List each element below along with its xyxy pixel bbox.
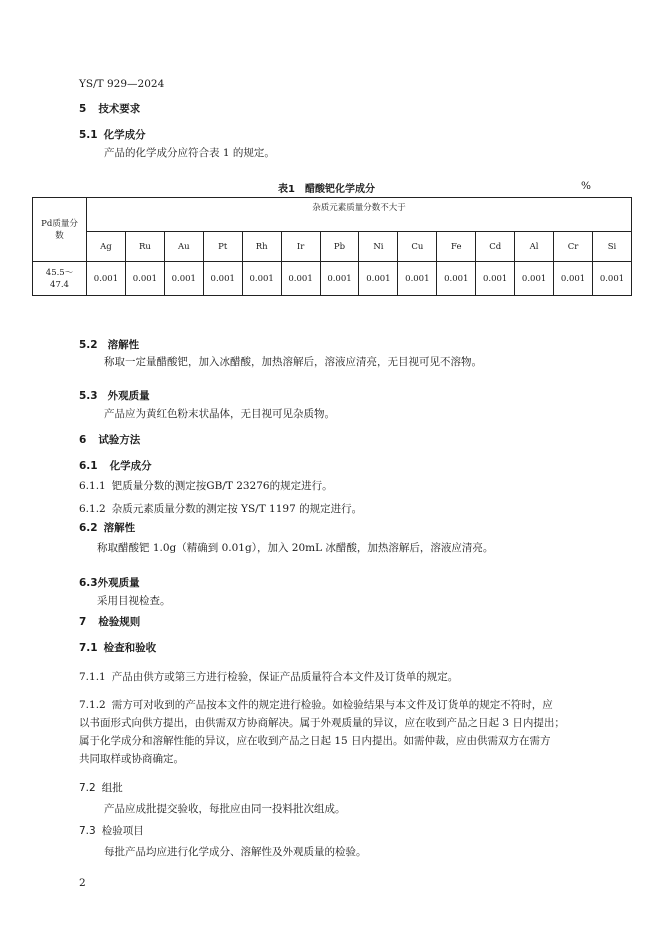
section-7-2-text: 产品应成批提交验收，每批应由同一投料批次组成。 [104,803,346,815]
section-7-1-2-line-2: 以书面形式向供方提出，由供需双方协商解决。属于外观质量的异议，应在收到产品之日起 3 日内提出； [79,717,565,729]
section-7-heading: 7 检验规则 [79,616,141,628]
impurity-header-cell: 杂质元素质量分数不大于 [87,198,632,232]
element-cell: Ir [281,232,320,262]
section-6-1-1-text: 6.1.1 钯质量分数的测定按GB/T 23276的规定进行。 [79,480,333,492]
section-7-1-2-line-3: 属于化学成分和溶解性能的异议，应在收到产品之日起 15 日内提出。如需仲裁，应由供需双方在需方 [79,735,551,747]
value-cell: 0.001 [398,262,437,296]
value-cell: 0.001 [476,262,515,296]
element-cell: Al [515,232,554,262]
value-cell: 0.001 [164,262,203,296]
value-cell: 0.001 [320,262,359,296]
value-cell: 0.001 [515,262,554,296]
section-5-2-heading: 5.2 溶解性 [79,339,140,351]
value-cell: 0.001 [592,262,631,296]
table-caption: 表1 醋酸钯化学成分 [278,184,375,195]
section-5-1-heading: 5.1 化学成分 [79,129,146,141]
value-cell: 0.001 [125,262,164,296]
section-7-3-heading: 7.3 检验项目 [79,825,144,837]
section-6-heading: 6 试验方法 [79,434,141,446]
element-cell: Si [592,232,631,262]
section-7-1-heading: 7.1 检查和验收 [79,642,157,654]
element-cell: Pt [203,232,242,262]
page-number: 2 [79,877,86,889]
value-cell: 0.001 [281,262,320,296]
pd-value-cell: 45.5～ 47.4 [33,262,87,296]
section-5-heading: 5 技术要求 [79,103,141,115]
section-7-3-text: 每批产品均应进行化学成分、溶解性及外观质量的检验。 [104,846,367,858]
element-header-row [33,232,632,262]
element-cell: Ru [125,232,164,262]
section-7-1-2-line-4: 共同取样或协商确定。 [79,753,184,765]
value-cell: 0.001 [87,262,126,296]
section-7-1-1-text: 7.1.1 产品由供方或第三方进行检验，保证产品质量符合本文件及订货单的规定。 [79,671,459,683]
element-cell: Pb [320,232,359,262]
value-cell: 0.001 [554,262,593,296]
section-5-3-text: 产品应为黄红色粉末状晶体，无目视可见杂质物。 [104,408,335,420]
section-6-3-heading: 6.3外观质量 [79,577,140,589]
value-cell: 0.001 [437,262,476,296]
element-cell: Fe [437,232,476,262]
element-cell: Cu [398,232,437,262]
section-5-2-text: 称取一定量醋酸钯，加入冰醋酸，加热溶解后，溶液应清亮，无目视可见不溶物。 [104,356,482,368]
pd-header-cell: Pd质量分 数 [33,198,87,262]
value-cell: 0.001 [242,262,281,296]
section-7-2-heading: 7.2 组批 [79,782,123,794]
section-7-1-2-line-1: 7.1.2 需方可对收到的产品按本文件的规定进行检验。如检验结果与本文件及订货单的规定不符时，应 [79,699,553,711]
table-unit: % [581,180,591,192]
value-cell: 0.001 [359,262,398,296]
element-cell: Rh [242,232,281,262]
section-6-2-text: 称取醋酸钯 1.0g（精确到 0.01g），加入 20mL 冰醋酸，加热溶解后，溶液应清亮。 [97,542,494,554]
section-6-2-heading: 6.2 溶解性 [79,522,136,534]
section-5-1-text: 产品的化学成分应符合表 1 的规定。 [104,147,275,159]
section-6-1-heading: 6.1 化学成分 [79,460,152,472]
element-cell: Au [164,232,203,262]
value-cell: 0.001 [203,262,242,296]
element-cell: Ni [359,232,398,262]
element-cell: Cr [554,232,593,262]
element-cell: Cd [476,232,515,262]
table-row [33,262,632,296]
chemical-composition-table [32,197,632,296]
section-6-1-2-text: 6.1.2 杂质元素质量分数的测定按 YS/T 1197 的规定进行。 [79,503,363,515]
standard-code: YS/T 929—2024 [79,78,165,90]
section-5-3-heading: 5.3 外观质量 [79,390,150,402]
element-cell: Ag [87,232,126,262]
section-6-3-text: 采用目视检查。 [97,595,171,607]
